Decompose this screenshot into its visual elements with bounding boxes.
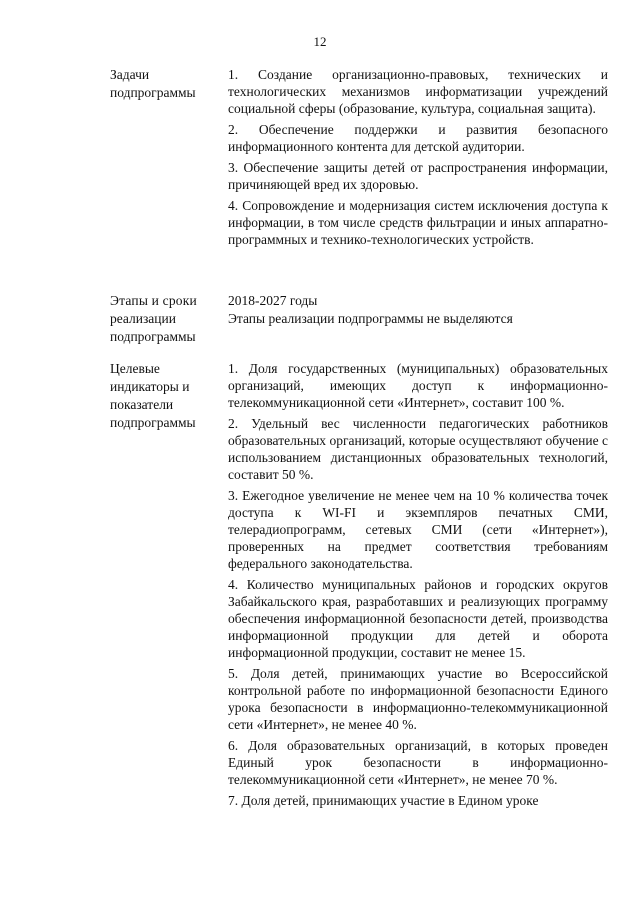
section-label [110,360,222,432]
list-item: 4. Сопровождение и модернизация систем исключения доступа к информации, в том числе средств фильтрации и иных аппаратно-программных и технико-технологических устройств. [228,198,608,247]
list-item: Этапы реализации подпрограммы не выделяются [228,311,513,326]
list-item: 6. Доля образовательных организаций, в которых проведен Единый урок безопасности в информационно-телекоммуникационной сети «Интернет», не менее 70 %. [228,738,608,787]
list-item: 3. Ежегодное увеличение не менее чем на 10 % количества точек доступа к WI-FI и экземпляров печатных СМИ, телерадиопрограмм, сетевых СМИ (сети «Интернет»), проверенных на предмет соответствия требованиям федерального законодательства. [228,488,608,571]
label-line: Целевые [110,361,160,376]
label-line: Этапы и сроки [110,293,197,308]
label-line: показатели [110,397,174,412]
list-item: 1. Доля государственных (муниципальных) образовательных организаций, имеющих доступ к информационно-телекоммуникационной сети «Интернет», составит 100 %. [228,361,608,410]
list-item: 2. Удельный вес численности педагогических работников образовательных организаций, которые осуществляют обучение с использованием дистанционных образовательных технологий, составит 50 %. [228,416,608,482]
label-line: Задачи [110,67,150,82]
section-label [110,66,222,102]
list-item: 7. Доля детей, принимающих участие в Едином уроке [228,793,539,808]
label-line: индикаторы и [110,379,190,394]
section-content [228,360,608,813]
section-content [228,66,608,252]
section-content [228,292,608,331]
list-item: 5. Доля детей, принимающих участие во Всероссийской контрольной работе по информационной безопасности Единого урока безопасности в информационно-телекоммуникационной сети «Интернет», не менее 40 %. [228,666,608,732]
list-item: 2018-2027 годы [228,293,318,308]
list-item: 1. Создание организационно-правовых, технических и технологических механизмов информатизации учреждений социальной сферы (образование, культура, социальная защита). [228,67,608,116]
list-item: 2. Обеспечение поддержки и развития безопасного информационного контента для детской аудитории. [228,122,608,154]
section-label [110,292,222,346]
list-item: 3. Обеспечение защиты детей от распространения информации, причиняющей вред их здоровью. [228,160,608,192]
label-line: подпрограммы [110,329,196,344]
label-line: подпрограммы [110,85,196,100]
list-item: 4. Количество муниципальных районов и городских округов Забайкальского края, разработавших и реализующих программу обеспечения информационной безопасности детей, производства информационной продукции для детей и оборота информационной продукции, составит не менее 15. [228,577,608,660]
label-line: подпрограммы [110,415,196,430]
label-line: реализации [110,311,176,326]
page-number: 12 [313,34,327,49]
